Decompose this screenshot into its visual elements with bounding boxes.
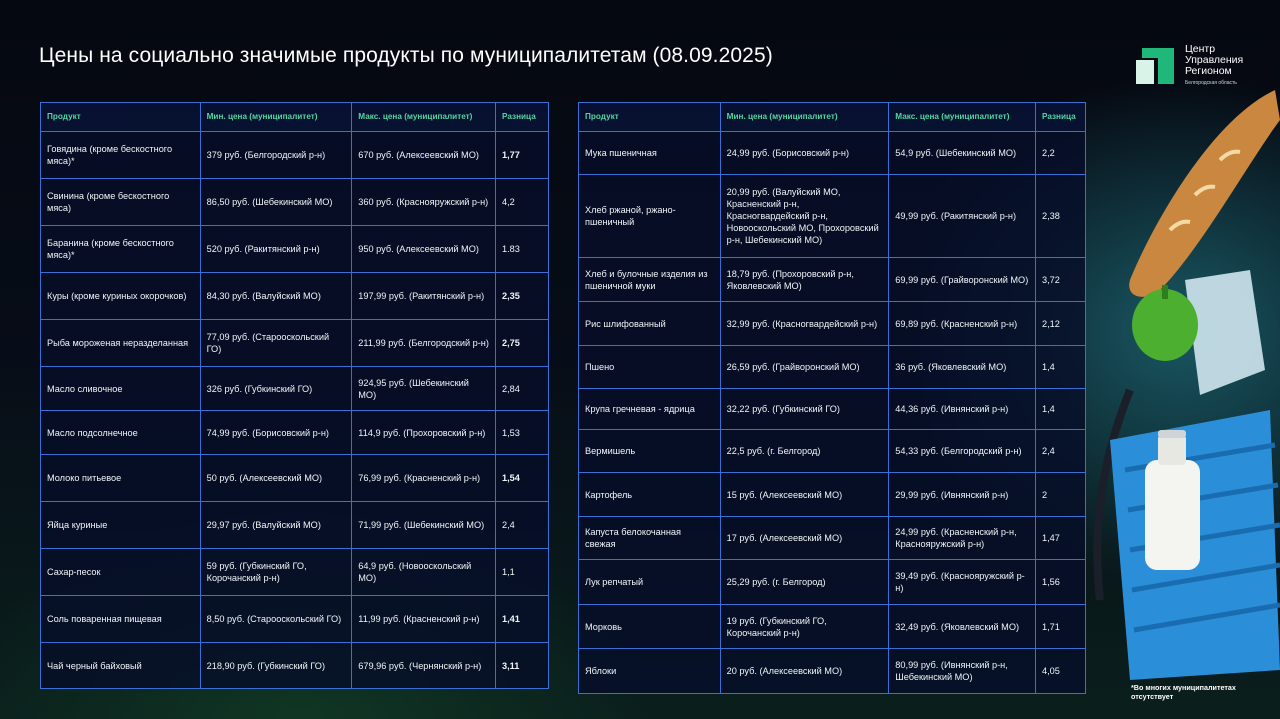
difference-cell: 1,53 (496, 411, 549, 455)
min-price-cell: 20 руб. (Алексеевский МО) (720, 649, 889, 694)
max-price-cell: 39,49 руб. (Краснояружский р-н) (889, 560, 1036, 605)
max-price-cell: 49,99 руб. (Ракитянский р-н) (889, 175, 1036, 258)
difference-cell: 2,2 (1035, 132, 1085, 175)
prices-table-left (40, 102, 549, 689)
logo-line-2: Управления (1185, 54, 1244, 66)
table-row (41, 320, 549, 367)
logo-subtitle: Белгородская область (1185, 80, 1237, 86)
difference-cell: 1,47 (1035, 517, 1085, 560)
grocery-illustration (1090, 80, 1280, 680)
table-row (579, 605, 1086, 649)
max-price-cell: 29,99 руб. (Ивнянский р-н) (889, 473, 1036, 517)
product-cell: Масло сливочное (41, 367, 201, 411)
max-price-cell: 114,9 руб. (Прохоровский р-н) (352, 411, 496, 455)
min-price-cell: 59 руб. (Губкинский ГО, Корочанский р-н) (200, 549, 352, 596)
difference-cell: 2 (1035, 473, 1085, 517)
min-price-cell: 32,22 руб. (Губкинский ГО) (720, 389, 889, 430)
difference-cell: 2,4 (496, 502, 549, 549)
min-price-cell: 20,99 руб. (Валуйский МО, Красненский р-н, Красногвардейский р-н, Новооскольский МО, Прохоровский р-н, Шебекинский МО) (720, 175, 889, 258)
min-price-cell: 24,99 руб. (Борисовский р-н) (720, 132, 889, 175)
table-row (41, 502, 549, 549)
max-price-cell: 197,99 руб. (Ракитянский р-н) (352, 273, 496, 320)
difference-cell: 1,56 (1035, 560, 1085, 605)
difference-cell: 3,11 (496, 643, 549, 689)
difference-cell: 2,84 (496, 367, 549, 411)
min-price-cell: 17 руб. (Алексеевский МО) (720, 517, 889, 560)
difference-cell: 4,05 (1035, 649, 1085, 694)
difference-cell: 1,4 (1035, 346, 1085, 389)
min-price-cell: 86,50 руб. (Шебекинский МО) (200, 179, 352, 226)
product-cell: Капуста белокочанная свежая (579, 517, 721, 560)
column-header-product: Продукт (579, 103, 721, 132)
difference-cell: 2,4 (1035, 430, 1085, 473)
logo-line-1: Центр (1185, 43, 1216, 55)
product-cell: Рис шлифованный (579, 302, 721, 346)
column-header-max: Макс. цена (муниципалитет) (352, 103, 496, 132)
max-price-cell: 71,99 руб. (Шебекинский МО) (352, 502, 496, 549)
product-cell: Яйца куриные (41, 502, 201, 549)
table-row (41, 273, 549, 320)
table-row (41, 643, 549, 689)
max-price-cell: 69,99 руб. (Грайворонский МО) (889, 258, 1036, 302)
product-cell: Свинина (кроме бескостного мяса) (41, 179, 201, 226)
max-price-cell: 64,9 руб. (Новооскольский МО) (352, 549, 496, 596)
table-row (41, 596, 549, 643)
min-price-cell: 520 руб. (Ракитянский р-н) (200, 226, 352, 273)
min-price-cell: 25,29 руб. (г. Белгород) (720, 560, 889, 605)
min-price-cell: 84,30 руб. (Валуйский МО) (200, 273, 352, 320)
difference-cell: 2,75 (496, 320, 549, 367)
min-price-cell: 18,79 руб. (Прохоровский р-н, Яковлевский МО) (720, 258, 889, 302)
table-row (579, 258, 1086, 302)
table-row (41, 226, 549, 273)
product-cell: Крупа гречневая - ядрица (579, 389, 721, 430)
product-cell: Морковь (579, 605, 721, 649)
table-row (579, 302, 1086, 346)
product-cell: Баранина (кроме бескостного мяса)* (41, 226, 201, 273)
column-header-diff: Разница (496, 103, 549, 132)
min-price-cell: 50 руб. (Алексеевский МО) (200, 455, 352, 502)
table-row (41, 179, 549, 226)
min-price-cell: 22,5 руб. (г. Белгород) (720, 430, 889, 473)
difference-cell: 1,41 (496, 596, 549, 643)
table-header-row (41, 103, 549, 132)
table-row (579, 389, 1086, 430)
min-price-cell: 326 руб. (Губкинский ГО) (200, 367, 352, 411)
product-cell: Масло подсолнечное (41, 411, 201, 455)
max-price-cell: 69,89 руб. (Красненский р-н) (889, 302, 1036, 346)
max-price-cell: 211,99 руб. (Белгородский р-н) (352, 320, 496, 367)
max-price-cell: 54,9 руб. (Шебекинский МО) (889, 132, 1036, 175)
product-cell: Куры (кроме куриных окорочков) (41, 273, 201, 320)
table-header-row (579, 103, 1086, 132)
product-cell: Рыба мороженая неразделанная (41, 320, 201, 367)
difference-cell: 1,77 (496, 132, 549, 179)
column-header-min: Мин. цена (муниципалитет) (720, 103, 889, 132)
product-cell: Мука пшеничная (579, 132, 721, 175)
difference-cell: 1,4 (1035, 389, 1085, 430)
product-cell: Чай черный байховый (41, 643, 201, 689)
baguette-icon (1129, 90, 1280, 297)
min-price-cell: 32,99 руб. (Красногвардейский р-н) (720, 302, 889, 346)
max-price-cell: 24,99 руб. (Красненский р-н, Краснояружский р-н) (889, 517, 1036, 560)
max-price-cell: 76,99 руб. (Красненский р-н) (352, 455, 496, 502)
difference-cell: 2,35 (496, 273, 549, 320)
min-price-cell: 29,97 руб. (Валуйский МО) (200, 502, 352, 549)
product-cell: Сахар-песок (41, 549, 201, 596)
max-price-cell: 950 руб. (Алексеевский МО) (352, 226, 496, 273)
max-price-cell: 32,49 руб. (Яковлевский МО) (889, 605, 1036, 649)
product-cell: Картофель (579, 473, 721, 517)
table-row (579, 175, 1086, 258)
difference-cell: 3,72 (1035, 258, 1085, 302)
min-price-cell: 15 руб. (Алексеевский МО) (720, 473, 889, 517)
table-row (41, 549, 549, 596)
difference-cell: 1,54 (496, 455, 549, 502)
table-row (41, 132, 549, 179)
footnote: *Во многих муниципалитетах отсутствует (1131, 683, 1236, 701)
min-price-cell: 74,99 руб. (Борисовский р-н) (200, 411, 352, 455)
product-cell: Вермишель (579, 430, 721, 473)
column-header-product: Продукт (41, 103, 201, 132)
column-header-max: Макс. цена (муниципалитет) (889, 103, 1036, 132)
min-price-cell: 218,90 руб. (Губкинский ГО) (200, 643, 352, 689)
logo-text (1185, 44, 1243, 77)
table-row (579, 346, 1086, 389)
product-cell: Говядина (кроме бескостного мяса)* (41, 132, 201, 179)
min-price-cell: 19 руб. (Губкинский ГО, Корочанский р-н) (720, 605, 889, 649)
difference-cell: 1.83 (496, 226, 549, 273)
table-row (579, 430, 1086, 473)
max-price-cell: 54,33 руб. (Белгородский р-н) (889, 430, 1036, 473)
table-row (41, 455, 549, 502)
difference-cell: 2,12 (1035, 302, 1085, 346)
product-cell: Соль поваренная пищевая (41, 596, 201, 643)
max-price-cell: 360 руб. (Краснояружский р-н) (352, 179, 496, 226)
min-price-cell: 26,59 руб. (Грайворонский МО) (720, 346, 889, 389)
table-body-right (579, 132, 1086, 694)
difference-cell: 2,38 (1035, 175, 1085, 258)
page-title: Цены на социально значимые продукты по муниципалитетам (08.09.2025) (39, 44, 773, 67)
max-price-cell: 924,95 руб. (Шебекинский МО) (352, 367, 496, 411)
table-row (41, 411, 549, 455)
table-row (579, 473, 1086, 517)
max-price-cell: 80,99 руб. (Ивнянский р-н, Шебекинский МО) (889, 649, 1036, 694)
difference-cell: 1,71 (1035, 605, 1085, 649)
min-price-cell: 379 руб. (Белгородский р-н) (200, 132, 352, 179)
product-cell: Молоко питьевое (41, 455, 201, 502)
max-price-cell: 670 руб. (Алексеевский МО) (352, 132, 496, 179)
table-row (579, 132, 1086, 175)
min-price-cell: 77,09 руб. (Старооскольский ГО) (200, 320, 352, 367)
max-price-cell: 679,96 руб. (Чернянский р-н) (352, 643, 496, 689)
max-price-cell: 36 руб. (Яковлевский МО) (889, 346, 1036, 389)
column-header-min: Мин. цена (муниципалитет) (200, 103, 352, 132)
difference-cell: 4,2 (496, 179, 549, 226)
product-cell: Хлеб и булочные изделия из пшеничной муки (579, 258, 721, 302)
table-row (579, 517, 1086, 560)
min-price-cell: 8,50 руб. (Старооскольский ГО) (200, 596, 352, 643)
prices-table-right (578, 102, 1086, 694)
table-row (579, 560, 1086, 605)
column-header-diff: Разница (1035, 103, 1085, 132)
product-cell: Пшено (579, 346, 721, 389)
max-price-cell: 44,36 руб. (Ивнянский р-н) (889, 389, 1036, 430)
product-cell: Яблоки (579, 649, 721, 694)
table-body-left (41, 132, 549, 689)
max-price-cell: 11,99 руб. (Красненский р-н) (352, 596, 496, 643)
logo-line-3: Регионом (1185, 65, 1232, 77)
difference-cell: 1,1 (496, 549, 549, 596)
table-row (41, 367, 549, 411)
product-cell: Лук репчатый (579, 560, 721, 605)
product-cell: Хлеб ржаной, ржано-пшеничный (579, 175, 721, 258)
table-row (579, 649, 1086, 694)
